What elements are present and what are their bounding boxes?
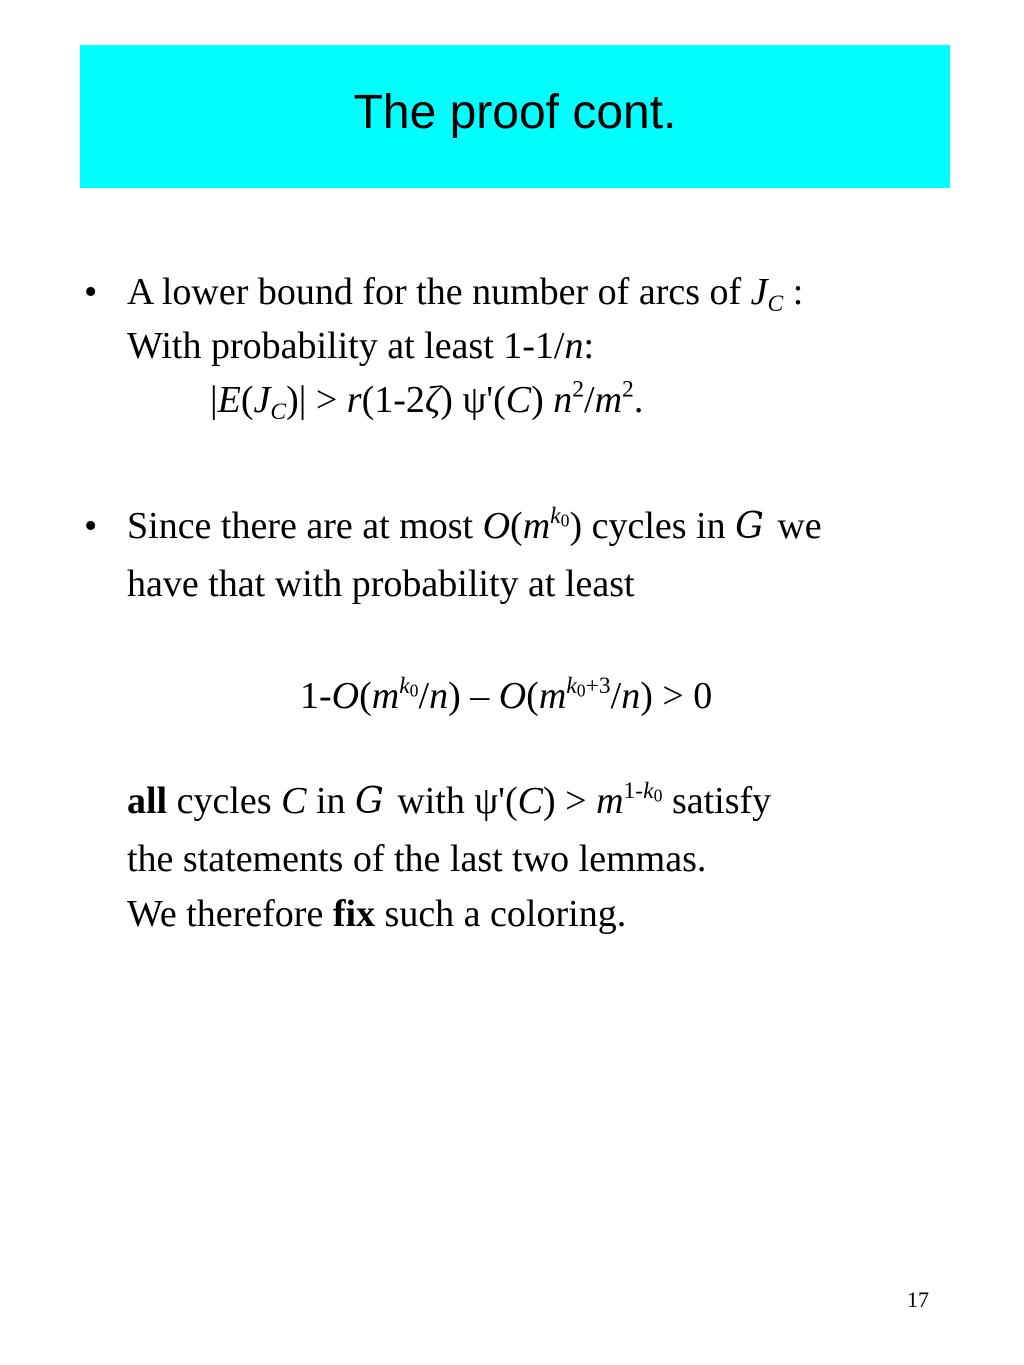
psi-prime: ψ'(	[462, 379, 506, 421]
slash: /	[610, 675, 622, 717]
slash: /	[418, 675, 430, 717]
bullet-marker-2: •	[84, 505, 98, 547]
bullet1-formula	[210, 376, 644, 426]
subscript-0: 0	[576, 680, 586, 701]
var-m: m	[522, 505, 551, 547]
var-m: m	[538, 675, 567, 717]
text: satisfy	[662, 780, 772, 822]
subscript-0: 0	[560, 510, 570, 531]
var-r: r	[346, 379, 362, 421]
paren: (	[526, 675, 539, 717]
slash: /	[584, 379, 595, 421]
bullet2-line1	[127, 502, 822, 547]
abs-right: |	[298, 379, 307, 421]
text: ) cycles in	[569, 505, 736, 547]
bold-all: all	[127, 780, 168, 822]
eq-part: 1-	[300, 675, 332, 717]
exponent: 1-	[623, 777, 644, 804]
var-k: k	[399, 672, 410, 699]
bullet1-line2-text: With probability at least 1-1/	[127, 325, 565, 367]
bullet2-line5	[127, 895, 626, 933]
var-n: n	[621, 675, 641, 717]
var-m: m	[594, 379, 623, 421]
sub-C: C	[270, 399, 287, 426]
var-m: m	[596, 780, 624, 822]
exponent: 2	[572, 376, 585, 403]
bullet1-line2	[127, 327, 594, 365]
var-m: m	[371, 675, 400, 717]
var-k: k	[643, 777, 654, 804]
var-C: C	[517, 780, 543, 822]
period: .	[633, 379, 644, 421]
text: we	[767, 505, 822, 547]
var-J: J	[253, 379, 271, 421]
centered-equation	[300, 672, 713, 717]
bullet1-line1-text: A lower bound for the number of arcs of	[127, 271, 751, 313]
exponent: 2	[622, 376, 634, 403]
var-O: O	[331, 675, 360, 717]
bullet2-line2: have that with probability at least	[127, 563, 635, 605]
var-O: O	[482, 505, 511, 547]
text: in	[306, 780, 355, 822]
text: cycles	[167, 780, 282, 822]
var-k: k	[550, 502, 561, 529]
colon: :	[583, 325, 595, 367]
plus-three: +3	[585, 672, 611, 699]
text: ) >	[542, 780, 597, 822]
formula-part: )	[531, 379, 554, 421]
var-C: C	[505, 379, 532, 421]
title-banner	[80, 45, 950, 188]
formula-part: (1-2	[361, 379, 425, 421]
bullet2-line4: the statements of the last two lemmas.	[127, 838, 707, 880]
sub-C: C	[767, 291, 784, 318]
var-zeta: ζ	[424, 379, 441, 421]
paren: )	[286, 379, 299, 421]
paren: (	[510, 505, 523, 547]
subscript-0: 0	[409, 680, 419, 701]
var-n: n	[553, 379, 573, 421]
var-n: n	[564, 325, 584, 367]
page-number: 17	[907, 1287, 929, 1312]
slide-title: The proof cont.	[353, 86, 677, 139]
text: with ψ'(	[387, 780, 518, 822]
colon: :	[783, 271, 804, 313]
var-n: n	[429, 675, 449, 717]
script-G: G	[355, 781, 384, 822]
text: such a coloring.	[375, 893, 627, 935]
var-E: E	[217, 379, 241, 421]
abs-left: |	[210, 379, 218, 421]
text: We therefore	[127, 893, 333, 935]
paren: (	[359, 675, 372, 717]
paren: (	[240, 379, 254, 421]
bullet1-line1	[127, 271, 804, 318]
gt-sign: >	[306, 379, 347, 421]
script-G: G	[735, 506, 764, 547]
bullet2-line1-text: Since there are at most	[127, 505, 483, 547]
eq-part: ) > 0	[640, 675, 713, 717]
var-C: C	[281, 780, 307, 822]
var-k: k	[566, 672, 577, 699]
bullet2-line3	[127, 777, 772, 822]
formula-part: )	[440, 379, 463, 421]
subscript-0: 0	[653, 785, 663, 806]
eq-part: ) –	[448, 675, 499, 717]
var-J: J	[750, 271, 768, 313]
bold-fix: fix	[332, 893, 376, 935]
var-O: O	[498, 675, 527, 717]
bullet-marker-1: •	[84, 271, 98, 313]
